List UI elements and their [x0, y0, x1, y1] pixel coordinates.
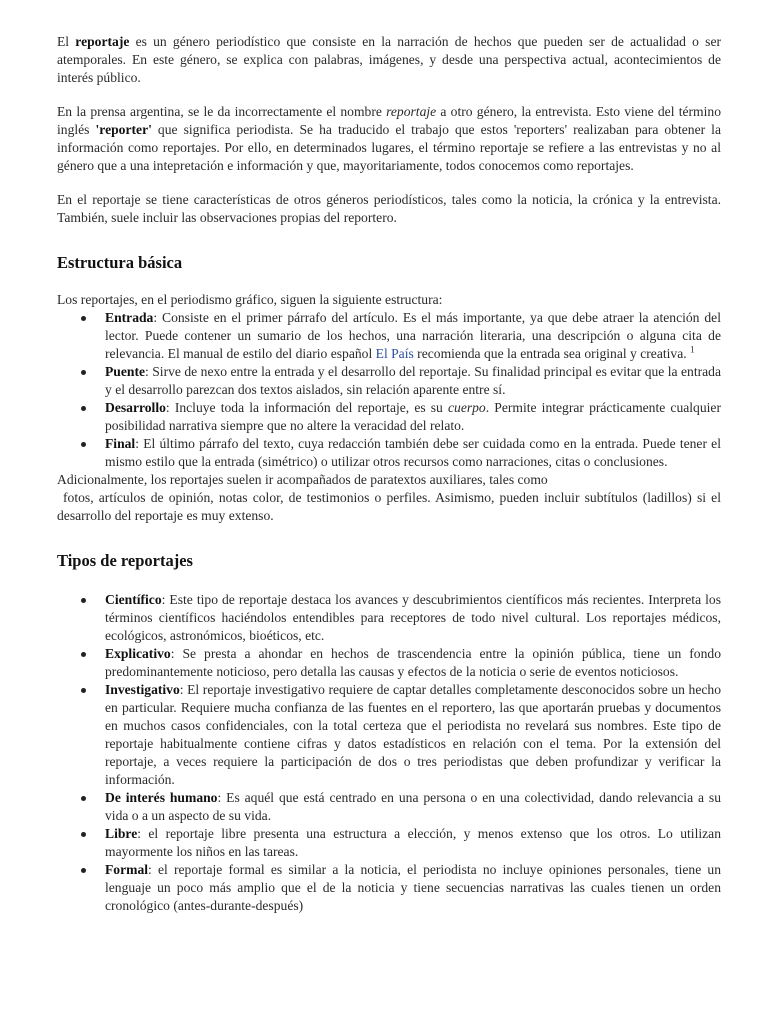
bullet-icon: [81, 796, 86, 801]
tipos-list: [57, 591, 721, 915]
list-item-interes-humano: De interés humano: Es aquél que está centrado en una persona o en una colectividad, dando relevancia a su vida o a un aspecto de su vida.: [57, 789, 721, 825]
list-item-puente: Puente: Sirve de nexo entre la entrada y el desarrollo del reportaje. Su finalidad principal es evitar que la entrada y el desarrollo parezcan dos textos aislados, sin relación aparente entre sí.: [57, 363, 721, 399]
link-el-pais[interactable]: El País: [375, 346, 414, 361]
list-item-desarrollo: Desarrollo: Incluye toda la información del reportaje, es su cuerpo. Permite integrar prácticamente cualquier posibilidad narrativa siempre que no altere la veracidad del relato.: [57, 399, 721, 435]
bullet-icon: [81, 868, 86, 873]
bullet-icon: [81, 442, 86, 447]
heading-tipos-de-reportajes: Tipos de reportajes: [57, 551, 193, 570]
list-item-formal: Formal: el reportaje formal es similar a la noticia, el periodista no incluye opiniones personales, tiene un lenguaje un poco más amplio que el de la noticia y tiene secuencias narrativas las cuales tienen un orden cronológico (antes-durante-después): [57, 861, 721, 915]
list-item-investigativo: Investigativo: El reportaje investigativo requiere de captar detalles completamente desconocidos sobre un hecho en particular. Requiere mucha confianza de las fuentes en el reportero, las que aportarán pruebas y documentos en muchos casos confidenciales, con la total certeza que el periodista no revelará sus nombres. Este tipo de reportaje habitualmente contiene cifras y datos estadísticos en relación con el tema. Por la extensión del reportaje, a veces requiere la participación de dos o tres periodistas que deben profundizar y verificar la información.: [57, 681, 721, 789]
intro-paragraph-3: En el reportaje se tiene características de otros géneros periodísticos, tales como la noticia, la crónica y la entrevista. También, suele incluir las observaciones propias del reportero.: [57, 192, 721, 225]
estructura-lead: Los reportajes, en el periodismo gráfico, siguen la siguiente estructura:: [57, 292, 443, 307]
list-item-entrada: Entrada: Consiste en el primer párrafo del artículo. Es el más importante, ya que debe atraer la atención del lector. Puede contener un sumario de los hechos, una narración literaria, una descripción o alguna cita de relevancia. El manual de estilo del diario español El País recomienda que la entrada sea original y creativa. $^1$: [57, 309, 721, 363]
bullet-icon: [81, 598, 86, 603]
bullet-icon: [81, 370, 86, 375]
term-reporter: 'reporter': [95, 122, 152, 137]
footnote-ref[interactable]: 1: [690, 344, 695, 355]
estructura-list: [57, 309, 721, 471]
intro-paragraph-2: En la prensa argentina, se le da incorrectamente el nombre reportaje a otro género, la entrevista. Esto viene del término inglés 'reporter' que significa periodista. Se ha traducido el trabajo que estos 'reporters' realizaban para obtener la información como reportajes. Por ello, en determinados lugares, el término reportaje se refiere a las entrevistas y no al género que a una intepretación e información y que, mayoritariamente, todos conocemos como reportajes.: [57, 104, 721, 173]
bullet-icon: [81, 688, 86, 693]
list-item-libre: Libre: el reportaje libre presenta una estructura a elección, y menos extenso que los otros. Lo utilizan mayormente los niños en las tareas.: [57, 825, 721, 861]
list-item-cientifico: Científico: Este tipo de reportaje destaca los avances y descubrimientos científicos más recientes. Interpreta los términos científicos haciéndolos entendibles para receptores de todo nivel cultural. Los reportajes médicos, ecológicos, astronómicos, bioéticos, etc.: [57, 591, 721, 645]
list-item-final: Final: El último párrafo del texto, cuya redacción también debe ser cuidada como en la entrada. Puede tener el mismo estilo que la entrada (simétrico) o utilizar otros recursos como narraciones, citas o conclusiones.: [57, 435, 721, 471]
bullet-icon: [81, 316, 86, 321]
term-reportaje: reportaje: [75, 34, 130, 49]
estructura-closing-2: fotos, artículos de opinión, notas color, de testimonios o perfiles. Asimismo, pueden incluir subtítulos (ladillos) si el desarrollo del reportaje es muy extenso.: [57, 490, 721, 523]
bullet-icon: [81, 652, 86, 657]
intro-paragraph-1: El reportaje es un género periodístico que consiste en la narración de hechos que pueden ser de actualidad o ser atemporales. En este género, se explica con palabras, imágenes, y desde una perspectiva actual, acontecimientos de interés público.: [57, 34, 722, 85]
heading-estructura-basica: Estructura básica: [57, 253, 183, 272]
bullet-icon: [81, 832, 86, 837]
estructura-closing-1: Adicionalmente, los reportajes suelen ir acompañados de paratextos auxiliares, tales como: [57, 472, 548, 487]
bullet-icon: [81, 406, 86, 411]
list-item-explicativo: Explicativo: Se presta a ahondar en hechos de trascendencia entre la opinión pública, tiene un fondo predominantemente noticioso, pero detalla las causas y efectos de la noticia o serie de eventos noticiosos.: [57, 645, 721, 681]
document-page: [57, 33, 721, 915]
